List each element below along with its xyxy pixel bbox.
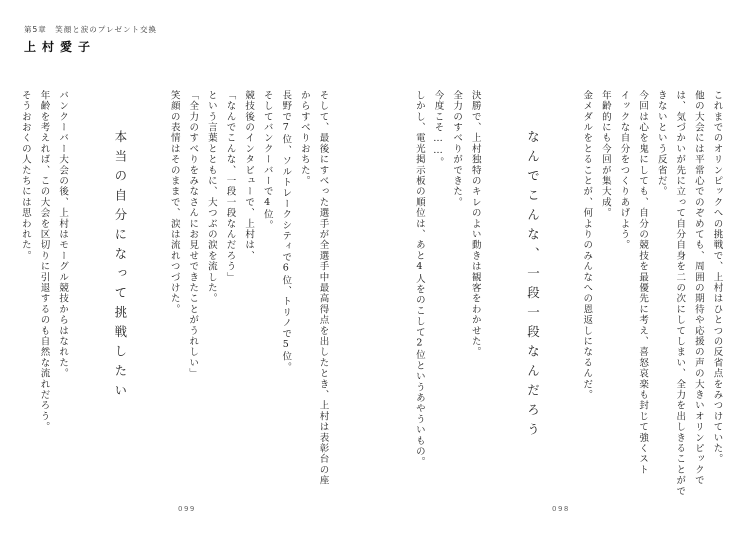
- text-column: 長野で7位、ソルトレークシティで6位、トリノで5位。: [280, 90, 292, 373]
- text-column: という言葉とともに、大つぶの涙を流した。: [205, 90, 217, 304]
- text-column: は、気づかいが先に立って自分自身を二の次にしてしまい、全力を出しきることがで: [674, 90, 686, 497]
- text-column: 今回は心を鬼にしても、自分の競技を最優先に考え、喜怒哀楽も封じて強くスト: [637, 90, 649, 476]
- text-column: 他の大会には平常心でのぞめても、周囲の期待や応援の声の大きいオリンピックで: [692, 90, 704, 486]
- text-column: 年齢的にも今回が集大成。: [599, 90, 611, 219]
- text-column: 今度こそ……。: [432, 90, 444, 168]
- author-name: 上村愛子: [24, 40, 97, 54]
- text-column: そして、最後にすべった選手が全選手中最高得点を出したとき、上村は表彰台の座: [317, 90, 329, 486]
- text-column: からすべりおちた。: [298, 90, 310, 187]
- text-column: そうおおくの人たちには思われた。: [19, 90, 31, 262]
- text-column: バンクーバー大会の後、上村はモーグル競技からはなれた。: [57, 90, 69, 379]
- text-column: 決勝で、上村独特のキレのよい動きは観客をわかせた。: [469, 90, 481, 358]
- page-number-right: 098: [552, 505, 570, 513]
- text-column: 笑顔の表情はそのままで、涙は流れつづけた。: [168, 90, 180, 315]
- text-column: これまでのオリンピックへの挑戦で、上村はひとつの反省点をみつけていた。: [711, 90, 723, 465]
- text-column: 全力のすべりができた。: [451, 90, 463, 208]
- text-column: そしてバンクーバーで4位。: [261, 90, 273, 231]
- section-heading: 本当の自分になって挑戦したい: [112, 130, 128, 403]
- text-column: 「なんでこんな、一段一段なんだろう」: [224, 90, 236, 283]
- text-column: 「全力のすべりをみなさんにお見せできたことがうれしい」: [187, 90, 199, 379]
- text-column: 競技後のインタビューで、上村は、: [243, 90, 255, 262]
- section-heading: なんでこんな、一段一段なんだろう: [525, 130, 541, 442]
- text-column: イックな自分をつくりあげよう。: [618, 90, 630, 251]
- text-column: しかし、電光掲示板の順位は、あと4人をのこして2位というあやういもの。: [413, 90, 425, 468]
- chapter-title: 第5章 笑顔と涙のプレゼント交換: [24, 25, 157, 34]
- text-column: きないという反省だ。: [655, 90, 667, 197]
- page-number-left: 099: [178, 505, 196, 513]
- text-column: 金メダルをとることが、何よりのみんなへの恩返しになるんだ。: [581, 90, 593, 401]
- text-column: 年齢を考えれば、この大会を区切りに引退するのも自然な流れだろう。: [38, 90, 50, 433]
